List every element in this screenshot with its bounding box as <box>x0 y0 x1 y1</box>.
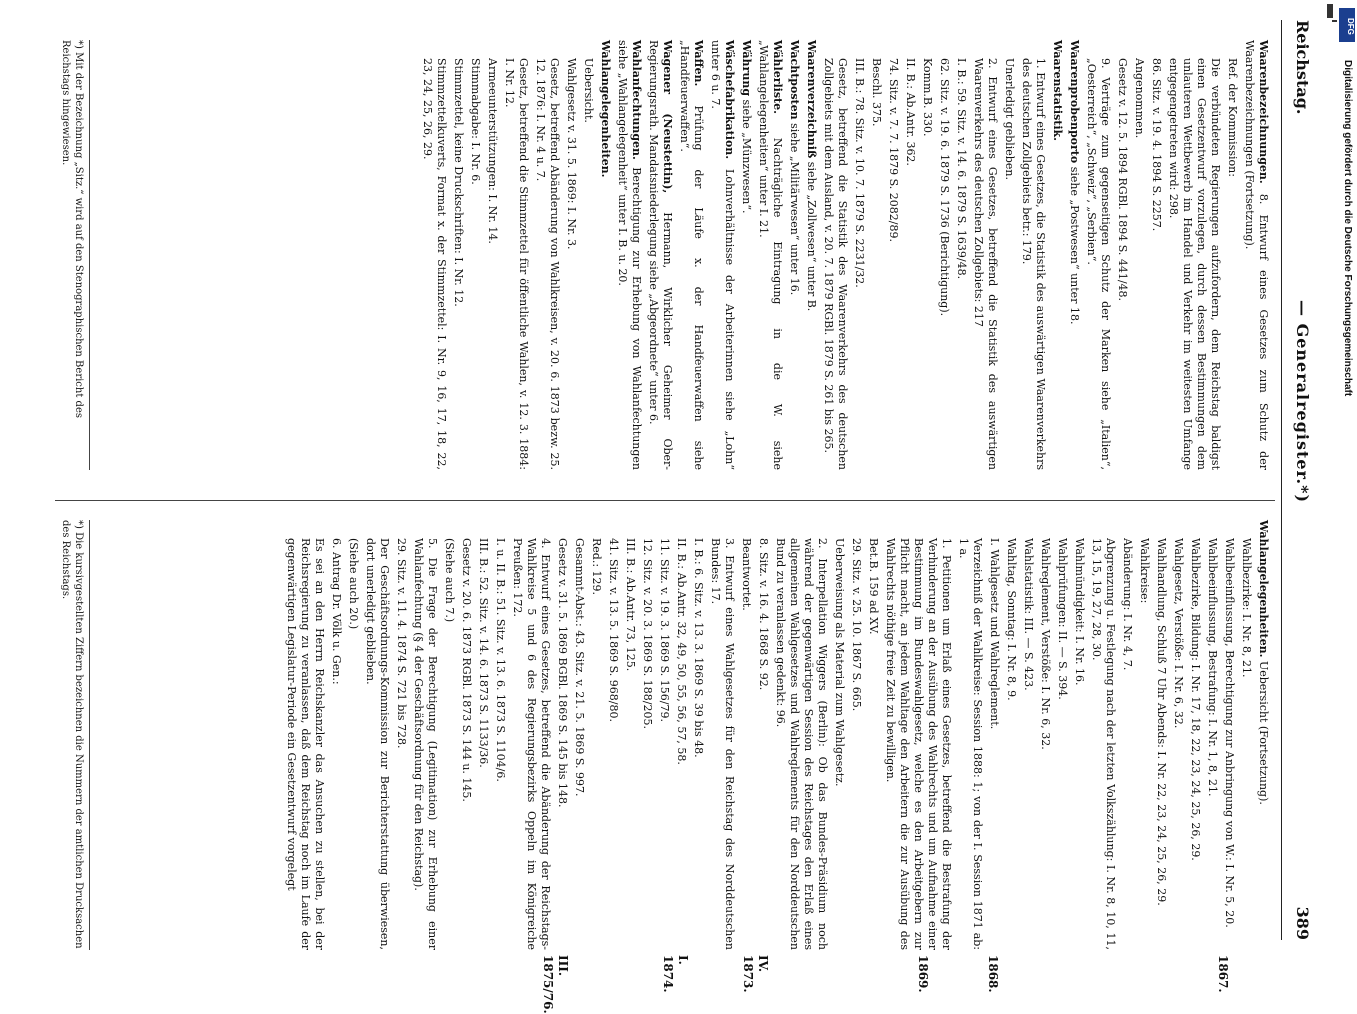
register-entry <box>1154 520 1168 950</box>
entry-text: Wahlkreise: <box>1138 538 1151 604</box>
entry-text: 3. Entwurf eines Wahlgesetzes für den Reichstag des Norddeutschen Bundes: 17. <box>709 538 736 950</box>
session-marker <box>740 955 770 993</box>
register-entry <box>691 520 705 950</box>
register-entry <box>451 40 465 470</box>
entry-text: 86. Sitz. v. 19. 4. 1894 S. 2257. <box>1150 58 1163 232</box>
session-number: III. <box>556 955 570 977</box>
register-entry <box>773 520 829 950</box>
register-entry <box>756 40 784 470</box>
register-entry <box>1149 40 1163 470</box>
register-entry <box>646 40 674 470</box>
entry-text: Lohnverhältnisse der Arbeiterinnen siehe „Lohn“ unter 6 u. 7. <box>709 40 736 470</box>
register-entry <box>589 520 603 950</box>
entry-text: Wahlreglement, Verstöße: I. Nr. 6, 32. <box>1039 538 1052 750</box>
register-entry <box>869 40 883 470</box>
entry-text: Wahlbeeinflussung, Bestrafung: I. Nr. 1, 8, 21. <box>1206 538 1219 797</box>
entry-text: Wahlgesetz v. 31. 5. 1869: I. Nr. 3. <box>565 58 578 250</box>
entry-heading: Währung <box>740 40 753 97</box>
entry-heading: Wahlanfechtungen. <box>630 40 643 160</box>
entry-heading: Wahlangelegenheiten. <box>1257 520 1270 658</box>
register-entry <box>903 40 917 470</box>
entry-text: Es sei an den Herrn Reichskanzler das Ansuchen zu stellen, bei der Reichsregierung zu veranlassen, daß dem Reichstag noch im Laufe der gegenwärtigen Legislatur-Periode ein Gesetzentwurf vorgelegt <box>285 538 326 950</box>
register-entry <box>363 520 391 950</box>
register-entry <box>954 40 968 470</box>
register-entry <box>1002 40 1016 470</box>
register-entry <box>987 520 1001 950</box>
entry-text: 11. Sitz. v. 19. 3. 1869 S. 156/79. <box>658 538 671 722</box>
register-entry <box>739 40 753 470</box>
register-entry <box>411 520 439 950</box>
register-entry <box>533 40 561 470</box>
register-entry <box>1225 40 1239 470</box>
session-number: IV. <box>756 955 770 973</box>
entry-text: Gesetz, betreffend die Statistik des Waarenverkehrs des deutschen Zollgebiets mit dem Ausland, v. 20. 7. 1879 RGBl. 1879 S. 261 bis 265. <box>822 58 849 470</box>
register-entry <box>866 520 880 950</box>
entry-text: Unerledigt geblieben. <box>1003 58 1016 180</box>
register-entry <box>564 40 578 470</box>
entry-text: 8. Sitz. v. 16. 4. 1868 S. 92. <box>757 538 770 691</box>
entry-text: Wahlbeeinflussung, Berechtigung zur Anbringung von W.: I. Nr. 5, 20. <box>1223 538 1236 928</box>
scan-mark <box>1327 4 1333 18</box>
entry-text: (Siehe auch 20.) <box>347 538 360 630</box>
register-entry <box>346 520 360 950</box>
entry-heading: Waffen. <box>692 40 705 87</box>
entry-text: Uebersicht. <box>582 58 595 123</box>
register-entry <box>708 40 736 470</box>
register-entry <box>1019 40 1047 470</box>
entry-text: Armeeunterstützungen: I. Nr. 14. <box>486 58 499 244</box>
entry-text: 1. Entwurf eines Gesetzes, die Statistik des auswärtigen Waarenverkehrs des deutschen Zollgebiets betr.: 179. <box>1020 58 1047 470</box>
register-entry <box>485 40 499 470</box>
entry-text: Hermann, Wirklicher Geheimer Ober-Regierungsrath. Mandatsniederlegung siehe „Abgeordnete“ unter 6. <box>647 40 674 470</box>
register-entry <box>1171 520 1185 950</box>
right-column <box>281 520 1270 950</box>
register-entry <box>677 40 705 470</box>
register-entry <box>1084 40 1112 470</box>
register-entry <box>1239 520 1253 950</box>
entry-text: I. B.: 6. Sitz. v. 13. 3. 1869 S. 39 bis 48. <box>692 538 705 758</box>
register-entry <box>1166 40 1222 470</box>
header-left: Reichstag. <box>1293 20 1312 115</box>
entry-text: Wahlgesetz, Verstöße: I. Nr. 6, 32. <box>1172 538 1185 729</box>
entry-text: Prüfung der Läufe x. der Handfeuerwaffen siehe „Handfeuerwaffen“. <box>678 40 705 471</box>
page-number: 389 <box>1293 906 1312 940</box>
register-entry <box>1256 520 1270 950</box>
entry-text: Gesammt-Abst.: 43. Sitz. v. 21. 5. 1869 S. 997. <box>573 538 586 797</box>
entry-text: Gesetz, betreffend die Stimmzettel für öffentliche Wahlen, v. 12. 3. 1884: I. Nr. 12. <box>503 58 530 470</box>
entry-text: III. B.: 52. Sitz. v. 14. 6. 1873 S. 1133/36. <box>477 538 490 768</box>
entry-text: Komm.B. 330. <box>921 58 934 137</box>
register-entry <box>674 520 688 950</box>
session-year: 1873. <box>741 955 755 993</box>
entry-text: Wahlprüfungen: II. — S. 394. <box>1056 538 1069 700</box>
register-entry <box>1021 520 1035 950</box>
register-entry <box>598 40 612 470</box>
entry-heading: Wählerliste. <box>771 40 784 114</box>
entry-text: Der Geschäftsordnungs-Kommission zur Berichterstattung überwiesen, dort unerledigt geblieben. <box>364 538 391 950</box>
register-entry <box>329 520 343 950</box>
register-entry <box>606 520 620 950</box>
register-entry <box>804 40 818 470</box>
entry-text: Ref. der Kommission: <box>1226 58 1239 177</box>
entry-text: Beschl. 375. <box>870 58 883 127</box>
entry-text: (Siehe auch 7.) <box>443 538 456 623</box>
entry-heading: Wachtposten <box>788 40 801 120</box>
entry-heading: Wäschefabrikation. <box>723 40 736 160</box>
register-entry <box>883 520 953 950</box>
session-marker <box>660 955 690 993</box>
entry-text: Stimmzettel, keine Druckschriften: I. Nr. 12. <box>452 58 465 307</box>
rotated-page-content <box>30 0 1330 1014</box>
register-entry <box>572 520 586 950</box>
register-entry <box>657 520 671 950</box>
session-year: 1869. <box>916 955 930 993</box>
column-divider <box>55 500 1275 501</box>
session-year: 1875/76. <box>541 955 555 1014</box>
register-entry <box>1188 520 1202 950</box>
session-number: I. <box>676 955 690 965</box>
entry-text: siehe „Münzwesen“. <box>740 99 753 214</box>
register-entry <box>581 40 595 470</box>
entry-text: 12. Sitz. v. 20. 3. 1869 S. 188/205. <box>641 538 654 729</box>
entry-text: Wahlstatistik: III. — S. 423. <box>1022 538 1035 691</box>
session-marker <box>1215 955 1230 993</box>
entry-text: Wahlbezirke, Bildung: I. Nr. 17, 18, 22, 23, 24, 25, 26, 29. <box>1189 538 1202 861</box>
register-entry <box>1137 520 1151 950</box>
page-header <box>1282 0 1312 1000</box>
register-entry <box>284 520 326 950</box>
entry-text: Die verbündeten Regierungen aufzufordern, dem Reichstag baldigst einen Gesetzentwurf vorzulegen, durch dessen Bestimmungen dem unlauteren Wettbewerb im Handel und Verkehr im weitesten Umfange entgegengetreten wird: 298. <box>1167 58 1222 470</box>
register-entry <box>476 520 490 950</box>
entry-text: III. B.: 78. Sitz. v. 10. 7. 1879 S. 2231/32. <box>853 58 866 288</box>
entry-text: Berechtigung zur Erhebung von Wahlanfechtungen siehe „Wahlangelegenheit“ unter I. B. u. 20. <box>616 40 643 470</box>
session-marker <box>540 955 570 1014</box>
register-entry <box>886 40 900 470</box>
digitization-strip <box>1337 0 1357 1000</box>
entry-text: I. Wahlgesetz und Wahlreglement. <box>988 538 1001 730</box>
entry-text: Wahlbezirke: I. Nr. 8, 21. <box>1240 538 1253 678</box>
entry-text: 1. Petitionen um Erlaß eines Gesetzes, betreffend die Bestrafung der Verhinderung an der Ausübung des Wahlrechts und um Aufnahme einer Bestimmung im Bundeswahlgesetz, welche es den Arbeitgebern zur Pflicht macht, an jedem Wahltage den Arbeitern die zur Ausübung des Wahlrechts nöthige freie Zeit zu bewilligen. <box>884 538 953 950</box>
entry-text: 2. Interpellation Wiggers (Berlin): Ob das Bundes-Präsidium noch während der gegenwärtigen Session des Reichstages den Erlaß eines allgemeinen Wahlgesetzes und Wahlreglements für den Norddeutschen Bund zu veranlassen gedenkt: 96. <box>774 538 829 950</box>
left-column <box>417 40 1270 470</box>
register-entry <box>394 520 408 950</box>
register-entry <box>821 40 849 470</box>
register-entry <box>1132 40 1146 470</box>
entry-text: Stimmzettelkuverts, Format x. der Stimmzettel: I. Nr. 9, 16, 17, 18, 22, 23, 24, 25, 26, 29. <box>421 58 448 470</box>
dfg-logo <box>1339 8 1355 42</box>
entry-text: Wahltag, Sonntag: I. Nr. 8, 9. <box>1005 538 1018 701</box>
register-entry <box>1067 40 1081 470</box>
entry-text: I. u. II. B.: 51. Sitz. v. 13. 6. 1873 S. 1104/6. <box>494 538 507 782</box>
entry-text: Abänderung: I. Nr. 4, 7. <box>1121 538 1134 671</box>
session-marker <box>985 955 1000 993</box>
register-entry <box>555 520 569 950</box>
register-entry <box>442 520 456 950</box>
register-entry <box>787 40 801 470</box>
register-entry <box>510 520 552 950</box>
register-entry <box>849 520 863 950</box>
digitization-note: Digitalisierung gefördert durch die Deutsche Forschungsgemeinschaft <box>1342 60 1353 397</box>
entry-text: Beantwortet. <box>740 538 753 611</box>
right-footnote: *) Die kursivgestellten Ziffern bezeichnen die Nummern der amtlichen Drucksachen des Reichstags. <box>59 520 90 950</box>
register-entry <box>1242 40 1270 470</box>
session-year: 1867. <box>1216 955 1230 993</box>
register-entry <box>1038 520 1052 950</box>
entry-text: 41. Sitz. v. 13. 5. 1869 S. 968/80. <box>607 538 620 722</box>
register-entry <box>937 40 951 470</box>
register-entry <box>459 520 473 950</box>
entry-text: 74. Sitz. v. 7. 7. 1879 S. 2082/89. <box>887 58 900 242</box>
register-entry <box>920 40 934 470</box>
entry-text: 8. Entwurf eines Gesetzes zum Schutz der Waarenbezeichnungen (Fortsetzung). <box>1243 40 1270 470</box>
entry-heading: Wagener (Neustettin), <box>661 40 674 194</box>
entry-text: 4. Entwurf eines Gesetzes, betreffend die Abänderung der Reichstags-Wahlkreise 5 und 6 des Regierungsbezirks Oppeln im Königreiche Preußen: 172. <box>511 538 552 950</box>
session-marker <box>915 955 930 993</box>
entry-text: Gesetz v. 12. 5. 1894 RGBl. 1894 S. 441/48. <box>1116 58 1129 302</box>
entry-text: Abgrenzung u. Festlegung nach der letzten Volkszählung: I. Nr. 8, 10, 11, 13, 15, 19, 27, 28, 30. <box>1090 538 1117 950</box>
entry-heading: Wahlangelegenheiten. <box>599 40 612 178</box>
entry-text: 5. Die Frage der Berechtigung (Legitimation) zur Erhebung einer Wahlanfechtung (§ 4 der Geschäftsordnung für den Reichstag). <box>412 538 439 950</box>
entry-text: 9. Verträge zum gegenseitigen Schutz der Marken siehe „Italien“, „Oesterreich“, „Schweiz“, „Serbien“. <box>1085 58 1112 470</box>
entry-text: siehe „Postwesen“ unter 18. <box>1068 166 1081 325</box>
register-entry <box>1072 520 1086 950</box>
entry-text: Gesetz v. 20. 6. 1873 RGBl. 1873 S. 144 u. 145. <box>460 538 473 802</box>
entry-heading: Waarenprobenporto <box>1068 40 1081 164</box>
register-entry <box>971 40 999 470</box>
register-entry <box>756 520 770 950</box>
entry-text: II. B.: Ab.Antr. 32, 49, 50, 55, 56, 57, 58. <box>675 538 688 765</box>
register-entry <box>420 40 448 470</box>
register-entry <box>493 520 507 950</box>
entry-text: siehe „Militärwesen“ unter 16. <box>788 123 801 296</box>
header-rule <box>1281 20 1282 940</box>
register-entry <box>1205 520 1219 950</box>
register-entry <box>708 520 736 950</box>
entry-text: Angenommen. <box>1133 58 1146 139</box>
entry-text: siehe „Zollwesen“ unter B. <box>805 161 818 312</box>
register-entry <box>615 40 643 470</box>
register-entry <box>1222 520 1236 950</box>
register-entry <box>832 520 846 950</box>
entry-text: Wahlhandlung, Schluß 7 Uhr Abends: I. Nr. 22, 23, 24, 25, 26, 29. <box>1155 538 1168 906</box>
entry-text: Red.: 129. <box>590 538 603 596</box>
register-entry <box>1004 520 1018 950</box>
register-entry <box>1120 520 1134 950</box>
entry-text: 29. Sitz. v. 25. 10. 1867 S. 665. <box>850 538 863 712</box>
entry-text: 62. Sitz. v. 19. 6. 1879 S. 1736 (Berichtigung). <box>938 58 951 317</box>
register-entry <box>739 520 753 950</box>
session-year: 1874. <box>661 955 675 993</box>
entry-text: 29. Sitz. v. 11. 4. 1874 S. 721 bis 728. <box>395 538 408 749</box>
entry-text: 6. Antrag Dr. Völk u. Gen.: <box>330 538 343 685</box>
entry-text: Wahlmündigkeit: I. Nr. 16. <box>1073 538 1086 686</box>
entry-text: II. B.: Ab.Antr. 362. <box>904 58 917 166</box>
entry-text: Bet.B. 159 ad XV. <box>867 538 880 635</box>
register-entry <box>1055 520 1069 950</box>
register-entry <box>1089 520 1117 950</box>
header-center: — Generalregister.*) <box>1293 300 1312 504</box>
register-entry <box>468 40 482 470</box>
entry-text: Ueberweisung als Material zum Wahlgesetz. <box>833 538 846 787</box>
session-year: 1868. <box>986 955 1000 993</box>
entry-text: III. B.: Ab.Antr. 73, 125. <box>624 538 637 672</box>
entry-text: I. B.: 59. Sitz. v. 14. 6. 1879 S. 1639/48. <box>955 58 968 280</box>
entry-text: 2. Entwurf eines Gesetzes, betreffend die Statistik des auswärtigen Waarenverkehrs des deutschen Zollgebiets: 217 <box>972 58 999 470</box>
register-entry <box>502 40 530 470</box>
entry-text: Uebersicht (Fortsetzung). <box>1257 660 1270 805</box>
entry-text: Gesetz v. 31. 5. 1869 BGBl. 1869 S. 145 bis 148. <box>556 538 569 808</box>
register-entry <box>640 520 654 950</box>
entry-text: Nachträgliche Eintragung in die W. siehe „Wahlangelegenheiten“ unter I. 21. <box>757 40 784 471</box>
left-footnote: *) Mit der Bezeichnung „Sitz.“ wird auf den Stenographischen Bericht des Reichstags hingewiesen. <box>59 40 90 470</box>
register-entry <box>852 40 866 470</box>
dfg-logo-text: DFG <box>1346 18 1355 35</box>
entry-heading: Waarenstatistik. <box>1051 40 1064 142</box>
register-entry <box>1050 40 1064 470</box>
entry-heading: Waarenbezeichnungen. <box>1257 40 1270 184</box>
entry-text: Stimmabgabe: I. Nr. 6. <box>469 58 482 185</box>
register-entry <box>956 520 984 950</box>
register-entry <box>1115 40 1129 470</box>
entry-heading: Waarenverzeichniß <box>805 40 818 159</box>
entry-text: Gesetz, betreffend Abänderung von Wahlkreisen, v. 20. 6. 1873 bezw. 25. 12. 1876: I. Nr. 4 u. 7. <box>534 58 561 470</box>
entry-text: Verzeichniß der Wahlkreise: Session 1888: 1; von der I. Session 1871 ab: 1 a. <box>957 538 984 950</box>
register-entry <box>623 520 637 950</box>
